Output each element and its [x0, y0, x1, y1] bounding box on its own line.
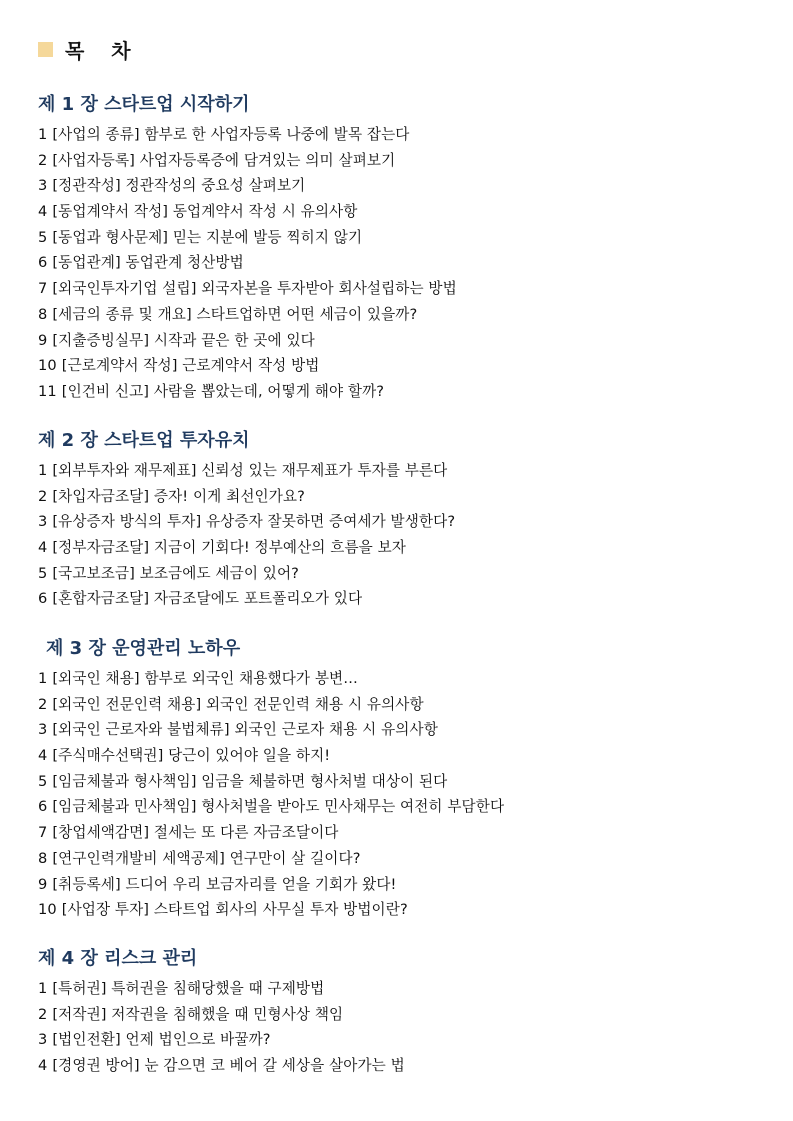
chapter-title: 제 2 장 스타트업 투자유치 [38, 430, 250, 451]
toc-entry: 8 [세금의 종류 및 개요] 스타트업하면 어떤 세금이 있을까? [38, 305, 418, 323]
toc-entry: 1 [외국인 채용] 함부로 외국인 채용했다가 봉변… [38, 670, 358, 687]
toc-entry: 1 [사업의 종류] 함부로 한 사업자등록 나중에 발목 잡는다 [38, 126, 410, 143]
toc-entry: 5 [임금체불과 형사책임] 임금을 체불하면 형사처벌 대상이 된다 [38, 772, 448, 790]
toc-entry: 6 [동업관계] 동업관계 청산방법 [38, 254, 244, 272]
chapter-2 [38, 428, 758, 612]
toc-entry: 3 [유상증자 방식의 투자] 유상증자 잘못하면 증여세가 발생한다? [38, 513, 456, 531]
toc-entry: 4 [동업계약서 작성] 동업계약서 작성 시 유의사항 [38, 203, 358, 221]
toc-entry: 7 [창업세액감면] 절세는 또 다른 자금조달이다 [38, 824, 339, 842]
toc-entry: 10 [사업장 투자] 스타트업 회사의 사무실 투자 방법이란? [38, 901, 408, 919]
toc-entry: 5 [국고보조금] 보조금에도 세금이 있어? [38, 564, 300, 582]
toc-entry: 4 [경영권 방어] 눈 감으면 코 베어 갈 세상을 살아가는 법 [38, 1057, 405, 1075]
toc-entry: 1 [외부투자와 재무제표] 신뢰성 있는 재무제표가 투자를 부른다 [38, 462, 448, 479]
toc-header [38, 36, 141, 62]
toc-entry: 11 [인건비 신고] 사람을 뽑았는데, 어떻게 해야 할까? [38, 382, 385, 400]
toc-entry: 8 [연구인력개발비 세액공제] 연구만이 살 길이다? [38, 849, 361, 867]
chapter-title: 제 4 장 리스크 관리 [38, 948, 198, 969]
toc-entry: 10 [근로계약서 작성] 근로계약서 작성 방법 [38, 357, 320, 375]
toc-entry: 9 [취등록세] 드디어 우리 보금자리를 얻을 기회가 왔다! [38, 875, 397, 893]
toc-entry: 3 [법인전환] 언제 법인으로 바꿀까? [38, 1031, 271, 1049]
toc-entry: 1 [특허권] 특허권을 침해당했을 때 구제방법 [38, 980, 325, 997]
toc-entry: 3 [외국인 근로자와 불법체류] 외국인 근로자 채용 시 유의사항 [38, 721, 438, 739]
toc-entry: 6 [임금체불과 민사책임] 형사처벌을 받아도 민사채무는 여전히 부담한다 [38, 798, 505, 816]
toc-entry: 4 [정부자금조달] 지금이 기회다! 정부예산의 흐름을 보자 [38, 539, 406, 557]
toc-entry: 2 [저작권] 저작권을 침해했을 때 민형사상 책임 [38, 1005, 344, 1023]
toc-title: 목 차 [65, 38, 141, 63]
square-bullet-icon [38, 42, 53, 57]
toc-entry: 2 [차입자금조달] 증자! 이게 최선인가요? [38, 487, 305, 505]
toc-entry: 6 [혼합자금조달] 자금조달에도 포트폴리오가 있다 [38, 590, 363, 608]
toc-entry: 3 [정관작성] 정관작성의 중요성 살펴보기 [38, 177, 306, 195]
chapter-title: 제 1 장 스타트업 시작하기 [38, 94, 250, 115]
toc-entry: 9 [지출증빙실무] 시작과 끝은 한 곳에 있다 [38, 331, 315, 349]
chapter-1 [38, 92, 758, 405]
toc-entry: 2 [외국인 전문인력 채용] 외국인 전문인력 채용 시 유의사항 [38, 695, 424, 713]
chapter-3 [38, 636, 758, 923]
chapter-4 [38, 946, 758, 1079]
toc-entry: 7 [외국인투자기업 설립] 외국자본을 투자받아 회사설립하는 방법 [38, 280, 457, 298]
toc-entry: 2 [사업자등록] 사업자등록증에 담겨있는 의미 살펴보기 [38, 151, 396, 169]
toc-entry: 5 [동업과 형사문제] 믿는 지분에 발등 찍히지 않기 [38, 228, 363, 246]
toc-entry: 4 [주식매수선택권] 당근이 있어야 일을 하지! [38, 747, 331, 765]
chapter-title: 제 3 장 운영관리 노하우 [46, 638, 241, 659]
